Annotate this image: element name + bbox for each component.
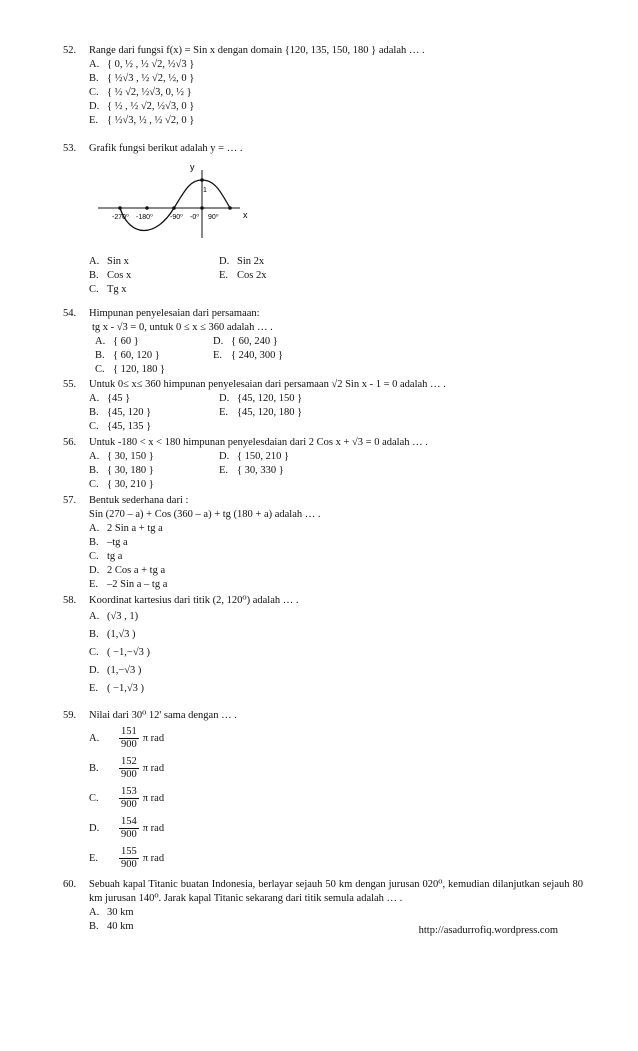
option-text: Tg x bbox=[107, 284, 127, 295]
fraction bbox=[119, 756, 139, 781]
option-letter: A. bbox=[89, 523, 100, 534]
point bbox=[200, 206, 204, 210]
option-text: Cos 2x bbox=[237, 270, 267, 281]
tick-label: -270⁰ bbox=[112, 214, 129, 221]
option-letter: C. bbox=[95, 364, 105, 375]
option-letter bbox=[219, 478, 237, 492]
option-text: { ½√3 , ½ √2, ½, 0 } bbox=[107, 73, 195, 84]
option-col bbox=[219, 420, 237, 434]
option-col bbox=[213, 349, 283, 363]
option-text: { ½ , ½ √2, ½√3, 0 } bbox=[107, 101, 195, 112]
option-col bbox=[89, 392, 219, 406]
option-row bbox=[89, 464, 603, 478]
option-text: {45, 120, 150 } bbox=[237, 393, 303, 404]
question-text-2: tg x - √3 = 0, untuk 0 ≤ x ≤ 360 adalah … . bbox=[92, 322, 273, 333]
option-text: { 150, 210 } bbox=[237, 451, 290, 462]
question-text: Sebuah kapal Titanic buatan Indonesia, berlayar sejauh 50 km dengan jurusan 020⁰, kemudian dilanjutkan sejauh 80 km jurusan 140⁰. Jarak kapal Titanic sekarang dari titik semula adalah … . bbox=[89, 879, 583, 904]
option-letter: B. bbox=[89, 407, 99, 418]
options-list bbox=[89, 723, 603, 873]
tick-label: 90⁰ bbox=[208, 214, 219, 221]
option-text: ( −1,√3 ) bbox=[107, 683, 145, 694]
question-text-2: Sin (270 – a) + Cos (360 – a) + tg (180 + a) adalah … . bbox=[89, 509, 321, 520]
option-letter: E. bbox=[219, 465, 229, 476]
option-row bbox=[89, 906, 583, 920]
option-letter: C. bbox=[89, 792, 99, 804]
option-letter: D. bbox=[89, 101, 100, 112]
point bbox=[145, 206, 149, 210]
option-letter: D. bbox=[219, 256, 230, 267]
option-letter: A. bbox=[89, 256, 100, 267]
numerator: 155 bbox=[121, 845, 137, 857]
options-list bbox=[89, 392, 603, 434]
question-number: 59. bbox=[63, 710, 77, 721]
point bbox=[200, 178, 204, 182]
option-text: { 120, 180 } bbox=[113, 364, 166, 375]
option-col bbox=[219, 478, 237, 492]
option-col bbox=[95, 363, 213, 377]
question-number: 52. bbox=[63, 45, 77, 56]
option-row bbox=[89, 626, 603, 644]
tick-label: -90⁰ bbox=[170, 214, 183, 221]
option-row bbox=[89, 783, 603, 813]
options-list bbox=[89, 255, 603, 297]
option-col bbox=[89, 406, 219, 420]
option-letter bbox=[213, 363, 231, 377]
question-59 bbox=[63, 709, 603, 873]
option-text: 40 km bbox=[107, 921, 134, 932]
option-row bbox=[89, 578, 603, 592]
option-row bbox=[89, 753, 603, 783]
option-row bbox=[89, 680, 603, 698]
denominator: 900 bbox=[121, 828, 137, 840]
option-letter: A. bbox=[95, 336, 106, 347]
option-row bbox=[89, 420, 603, 434]
option-letter: B. bbox=[89, 629, 99, 640]
option-text: 2 Cos a + tg a bbox=[107, 565, 166, 576]
option-letter: D. bbox=[89, 565, 100, 576]
option-letter: C. bbox=[89, 647, 99, 658]
option-row bbox=[89, 114, 603, 128]
fraction bbox=[119, 846, 139, 871]
option-letter: D. bbox=[219, 451, 230, 462]
option-letter: E. bbox=[89, 852, 99, 864]
option-row bbox=[89, 58, 603, 72]
option-row bbox=[95, 363, 603, 377]
numerator: 152 bbox=[121, 755, 137, 767]
option-text: Sin x bbox=[107, 256, 129, 267]
option-col bbox=[89, 478, 219, 492]
question-57 bbox=[63, 494, 603, 592]
option-text: tg a bbox=[107, 551, 123, 562]
question-text: Untuk 0≤ x≤ 360 himpunan penyelesaian dari persamaan √2 Sin x - 1 = 0 adalah … . bbox=[89, 379, 446, 390]
option-col bbox=[219, 406, 302, 420]
options-list bbox=[89, 608, 603, 698]
question-53-options bbox=[63, 255, 603, 297]
option-letter bbox=[219, 283, 237, 297]
option-text: {45, 135 } bbox=[107, 421, 152, 432]
fraction bbox=[119, 816, 139, 841]
option-row bbox=[89, 86, 603, 100]
question-text: Untuk -180 < x < 180 himpunan penyelesdaian dari 2 Cos x + √3 = 0 adalah … . bbox=[89, 437, 428, 448]
point bbox=[172, 206, 176, 210]
option-letter: E. bbox=[89, 579, 99, 590]
option-letter: A. bbox=[89, 611, 100, 622]
option-letter: D. bbox=[89, 822, 100, 834]
option-letter: B. bbox=[89, 537, 99, 548]
option-letter: D. bbox=[213, 336, 224, 347]
option-letter: E. bbox=[89, 683, 99, 694]
option-letter: B. bbox=[95, 350, 105, 361]
option-col bbox=[89, 269, 219, 283]
one-label: 1 bbox=[203, 187, 207, 194]
option-col bbox=[89, 464, 219, 478]
option-text: { ½√3, ½ , ½ √2, 0 } bbox=[107, 115, 195, 126]
option-letter: E. bbox=[89, 115, 99, 126]
option-text: { 30, 210 } bbox=[107, 479, 154, 490]
option-text: { 30, 180 } bbox=[107, 465, 154, 476]
option-letter: B. bbox=[89, 73, 99, 84]
option-text: –tg a bbox=[107, 537, 128, 548]
option-letter: E. bbox=[219, 407, 229, 418]
option-row bbox=[89, 662, 603, 680]
option-row bbox=[95, 335, 603, 349]
option-text: { 60, 240 } bbox=[231, 336, 278, 347]
option-row bbox=[89, 255, 603, 269]
option-col bbox=[219, 269, 266, 283]
question-52 bbox=[63, 44, 603, 128]
options-list bbox=[89, 450, 603, 492]
option-row bbox=[89, 392, 603, 406]
option-text: { 30, 150 } bbox=[107, 451, 154, 462]
option-col bbox=[89, 420, 219, 434]
option-col bbox=[219, 283, 237, 297]
option-letter: A. bbox=[89, 59, 100, 70]
question-number: 60. bbox=[63, 879, 77, 890]
fraction bbox=[119, 726, 139, 751]
option-row bbox=[89, 522, 603, 536]
option-col bbox=[95, 349, 213, 363]
option-text: {45 } bbox=[107, 393, 131, 404]
option-letter: C. bbox=[89, 87, 99, 98]
option-col bbox=[89, 283, 219, 297]
question-53 bbox=[63, 142, 603, 156]
option-letter: D. bbox=[89, 665, 100, 676]
question-number: 55. bbox=[63, 379, 77, 390]
x-axis-label: x bbox=[243, 210, 248, 220]
option-text: { 0, ½ , ½ √2, ½√3 } bbox=[107, 59, 195, 70]
option-row bbox=[89, 813, 603, 843]
numerator: 153 bbox=[121, 785, 137, 797]
option-col bbox=[213, 363, 231, 377]
point bbox=[118, 206, 122, 210]
option-text: Cos x bbox=[107, 270, 132, 281]
option-text: –2 Sin a – tg a bbox=[107, 579, 168, 590]
question-text: Koordinat kartesius dari titik (2, 120⁰) adalah … . bbox=[89, 595, 299, 606]
option-row bbox=[89, 269, 603, 283]
option-text: { 240, 300 } bbox=[231, 350, 284, 361]
option-row bbox=[89, 478, 603, 492]
unit-text: π rad bbox=[142, 822, 165, 834]
option-row bbox=[95, 349, 603, 363]
option-row bbox=[89, 608, 603, 626]
unit-text: π rad bbox=[142, 762, 165, 774]
option-letter: B. bbox=[89, 270, 99, 281]
question-number: 56. bbox=[63, 437, 77, 448]
option-col bbox=[219, 255, 264, 269]
question-number: 58. bbox=[63, 595, 77, 606]
option-letter: B. bbox=[89, 921, 99, 932]
options-list bbox=[89, 58, 603, 128]
option-text: { 30, 330 } bbox=[237, 465, 284, 476]
tick-label: -180⁰ bbox=[136, 214, 153, 221]
option-letter: C. bbox=[89, 479, 99, 490]
option-row bbox=[89, 564, 603, 578]
option-text: (1,√3 ) bbox=[107, 629, 136, 640]
question-number: 57. bbox=[63, 495, 77, 506]
question-number: 53. bbox=[63, 143, 77, 154]
option-text: (1,−√3 ) bbox=[107, 665, 142, 676]
option-letter: D. bbox=[219, 393, 230, 404]
option-row bbox=[89, 100, 603, 114]
option-row bbox=[89, 644, 603, 662]
denominator: 900 bbox=[121, 768, 137, 780]
option-text: 2 Sin a + tg a bbox=[107, 523, 163, 534]
question-54 bbox=[63, 307, 603, 377]
option-row bbox=[89, 843, 603, 873]
option-row bbox=[89, 723, 603, 753]
option-letter bbox=[219, 420, 237, 434]
denominator: 900 bbox=[121, 798, 137, 810]
option-text: (√3 , 1) bbox=[107, 611, 139, 622]
option-letter: A. bbox=[89, 732, 100, 744]
question-55 bbox=[63, 378, 603, 434]
option-letter: B. bbox=[89, 762, 99, 774]
numerator: 151 bbox=[121, 725, 137, 737]
option-row bbox=[89, 406, 603, 420]
denominator: 900 bbox=[121, 858, 137, 870]
option-text: { 60 } bbox=[113, 336, 139, 347]
tick-label: -0⁰ bbox=[190, 214, 200, 221]
option-text: {45, 120, 180 } bbox=[237, 407, 303, 418]
option-text: Sin 2x bbox=[237, 256, 265, 267]
question-text: Nilai dari 30⁰ 12' sama dengan … . bbox=[89, 710, 237, 721]
unit-text: π rad bbox=[142, 732, 165, 744]
option-col bbox=[89, 450, 219, 464]
option-col bbox=[219, 392, 302, 406]
option-letter: A. bbox=[89, 451, 100, 462]
option-letter: E. bbox=[213, 350, 223, 361]
option-letter: B. bbox=[89, 465, 99, 476]
question-text: Himpunan penyelesaian dari persamaan: bbox=[89, 308, 260, 319]
option-col bbox=[219, 450, 289, 464]
curve bbox=[120, 180, 230, 231]
point bbox=[228, 206, 232, 210]
option-text: {45, 120 } bbox=[107, 407, 152, 418]
question-text: Grafik fungsi berikut adalah y = … . bbox=[89, 143, 243, 154]
numerator: 154 bbox=[121, 815, 137, 827]
question-56 bbox=[63, 436, 603, 492]
option-row bbox=[89, 550, 603, 564]
sine-graph bbox=[90, 158, 270, 240]
question-58 bbox=[63, 594, 603, 698]
option-col bbox=[95, 335, 213, 349]
option-letter: A. bbox=[89, 393, 100, 404]
denominator: 900 bbox=[121, 738, 137, 750]
unit-text: π rad bbox=[142, 852, 165, 864]
option-text: { 60, 120 } bbox=[113, 350, 160, 361]
option-letter: C. bbox=[89, 551, 99, 562]
option-row bbox=[89, 536, 603, 550]
option-text: ( −1,−√3 ) bbox=[107, 647, 150, 658]
option-letter: C. bbox=[89, 284, 99, 295]
option-col bbox=[219, 464, 284, 478]
unit-text: π rad bbox=[142, 792, 165, 804]
option-letter: C. bbox=[89, 421, 99, 432]
option-letter: A. bbox=[89, 907, 100, 918]
option-row bbox=[89, 283, 603, 297]
question-text: Bentuk sederhana dari : bbox=[89, 495, 189, 506]
options-list bbox=[95, 335, 603, 377]
option-col bbox=[213, 335, 278, 349]
y-axis-label: y bbox=[190, 162, 195, 172]
question-number: 54. bbox=[63, 308, 77, 319]
option-col bbox=[89, 255, 219, 269]
fraction bbox=[119, 786, 139, 811]
option-row bbox=[89, 450, 603, 464]
option-row bbox=[89, 72, 603, 86]
options-list bbox=[89, 522, 603, 592]
footer-url: http://asadurrofiq.wordpress.com bbox=[418, 925, 558, 936]
option-letter: E. bbox=[219, 270, 229, 281]
option-text: 30 km bbox=[107, 907, 134, 918]
option-text: { ½ √2, ½√3, 0, ½ } bbox=[107, 87, 192, 98]
question-text: Range dari fungsi f(x) = Sin x dengan domain {120, 135, 150, 180 } adalah … . bbox=[89, 45, 425, 56]
